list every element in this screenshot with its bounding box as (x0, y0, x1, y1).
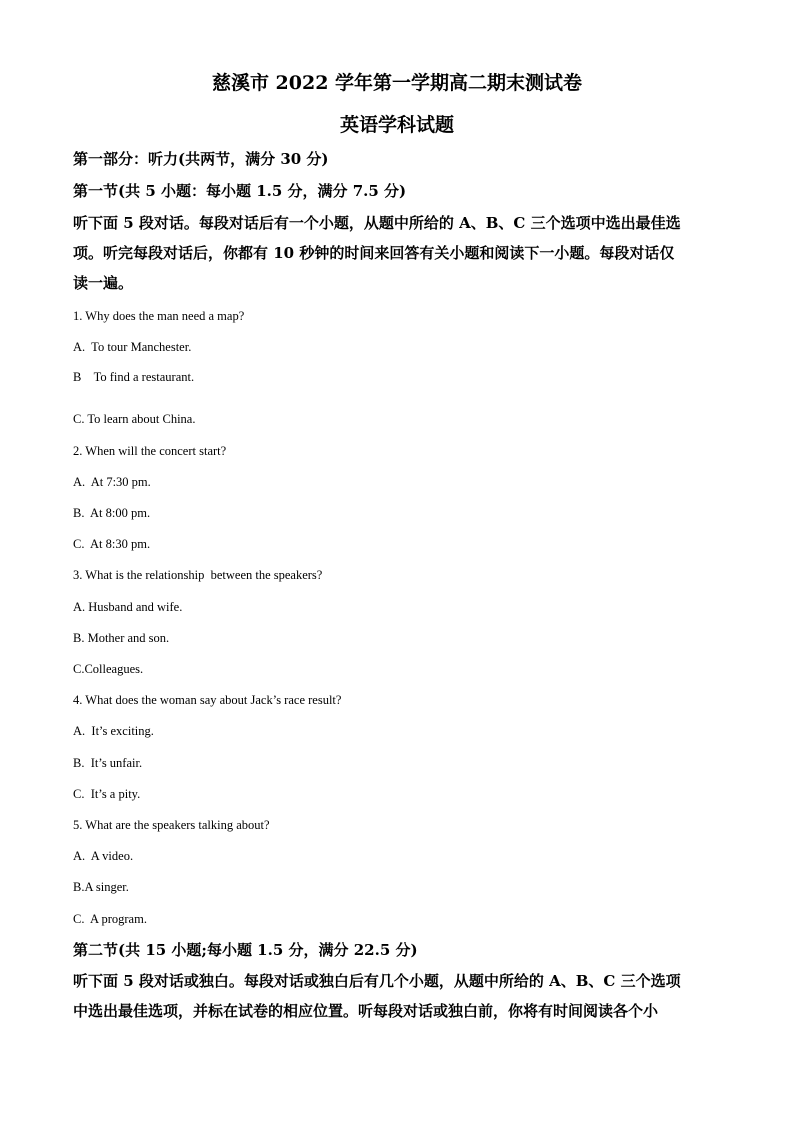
question-option: B To find a restaurant. (73, 370, 195, 384)
instruction-line: 听下面 5 段对话。每段对话后有一个小题，从题中所给的 A、B、C 三个选项中选出最佳选 (73, 214, 681, 232)
question-option: C. To learn about China. (73, 412, 196, 426)
instruction-line: 读一遍。 (73, 274, 134, 292)
exam-subtitle: 英语学科试题 (339, 114, 454, 136)
instruction-line: 听下面 5 段对话或独白。每段对话或独白后有几个小题，从题中所给的 A、B、C 三个选项 (73, 972, 681, 990)
question-option: C. At 8:30 pm. (73, 537, 151, 551)
question-option: A. At 7:30 pm. (73, 475, 151, 489)
question-option: C. It’s a pity. (73, 787, 141, 801)
question-stem: 2. When will the concert start? (73, 444, 227, 458)
exam-title: 慈溪市 2022 学年第一学期高二期末测试卷 (211, 72, 583, 94)
question-option: A. It’s exciting. (73, 724, 154, 738)
question-option: B. At 8:00 pm. (73, 506, 151, 520)
section2-heading: 第二节(共 15 小题;每小题 1.5 分，满分 22.5 分) (73, 941, 418, 959)
question-option: B. It’s unfair. (73, 756, 143, 770)
section1-instructions (73, 208, 723, 298)
question-option: B. Mother and son. (73, 631, 170, 645)
question-option: B.A singer. (73, 880, 129, 894)
question-option: C.Colleagues. (73, 662, 144, 676)
section1-heading: 第一节(共 5 小题：每小题 1.5 分，满分 7.5 分) (73, 182, 407, 200)
question-option: A. A video. (73, 849, 134, 863)
instruction-line: 中选出最佳选项，并标在试卷的相应位置。听每段对话或独白前，你将有时间阅读各个小 (73, 1002, 659, 1020)
question-stem: 3. What is the relationship between the speakers? (73, 568, 323, 582)
question-stem: 4. What does the woman say about Jack’s race result? (73, 693, 342, 707)
part1-heading: 第一部分：听力(共两节，满分 30 分) (73, 150, 329, 168)
question-option: A. To tour Manchester. (73, 340, 192, 354)
instruction-line: 项。听完每段对话后，你都有 10 秒钟的时间来回答有关小题和阅读下一小题。每段对话仅 (73, 244, 675, 262)
question-option: A. Husband and wife. (73, 600, 183, 614)
question-stem: 1. Why does the man need a map? (73, 309, 245, 323)
question-stem: 5. What are the speakers talking about? (73, 818, 270, 832)
question-option: C. A program. (73, 912, 147, 926)
section2-instructions (73, 966, 723, 1026)
